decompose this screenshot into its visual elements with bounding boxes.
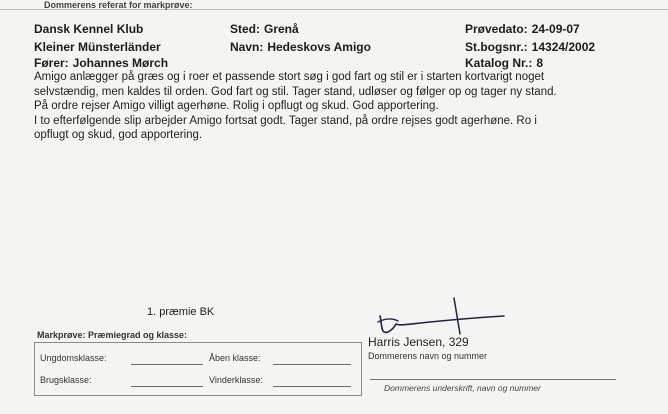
handler-label: Fører: <box>34 56 69 70</box>
vinder-line <box>273 386 351 387</box>
ungdom-label: Ungdomsklasse: <box>40 353 107 363</box>
markproeve-title: Markprøve: Præmiegrad og klasse: <box>37 330 188 340</box>
judge-name: Harris Jensen, 329 <box>368 335 469 349</box>
form-title: Dommerens referat for markprøve: <box>44 0 193 10</box>
signature-line <box>370 379 616 380</box>
judge-name-label: Dommerens navn og nummer <box>368 351 488 361</box>
brug-line <box>131 386 203 387</box>
date-label: Prøvedato: <box>465 22 528 36</box>
dog-name-label: Navn: <box>230 40 264 54</box>
studbook-label: St.bogsnr.: <box>465 40 528 54</box>
report-line: selvstændig, men kaldes til orden. God fart og stil. Tager stand, udløser og følger op og tager ny stand. <box>34 85 557 98</box>
vinder-label: Vinderklasse: <box>209 375 263 385</box>
dog-name-field <box>230 40 371 54</box>
report-text <box>34 70 634 143</box>
handler-value: Johannes Mørch <box>72 56 169 70</box>
studbook-field <box>465 40 595 54</box>
signature-label: Dommerens underskrift, navn og nummer <box>384 383 541 393</box>
date-field <box>465 22 580 36</box>
place-label: Sted: <box>230 22 260 36</box>
catalog-label: Katalog Nr.: <box>465 56 533 70</box>
markproeve-box <box>34 342 362 396</box>
report-line: opflugt og skud, god apportering. <box>34 129 203 141</box>
club-name: Dansk Kennel Klub <box>34 22 144 36</box>
place-value: Grenå <box>264 22 299 36</box>
report-line: I to efterfølgende slip arbejder Amigo fortsat godt. Tager stand, på ordre rejses godt agerhøne. Ro i <box>34 114 537 127</box>
report-line: På ordre rejser Amigo villigt agerhøne. Rolig i opflugt og skud. God apportering. <box>34 100 439 112</box>
handler-field <box>34 56 168 70</box>
prize-result: 1. præmie BK <box>147 306 215 318</box>
brug-label: Brugsklasse: <box>40 375 92 385</box>
studbook-value: 14324/2002 <box>531 40 596 54</box>
report-line: Amigo anlægger på græs og i roer et passende stort søg i god fart og stil er i starten kortvarigt noget <box>34 71 545 83</box>
aaben-label: Åben klasse: <box>209 353 261 363</box>
place-field <box>230 22 299 36</box>
date-value: 24-09-07 <box>531 22 580 36</box>
catalog-value: 8 <box>536 56 544 70</box>
judge-signature <box>370 294 510 338</box>
ungdom-line <box>131 364 203 365</box>
catalog-field <box>465 56 543 70</box>
breed-name: Kleiner Münsterländer <box>34 40 161 54</box>
dog-name-value: Hedeskovs Amigo <box>267 40 371 54</box>
aaben-line <box>273 364 351 365</box>
